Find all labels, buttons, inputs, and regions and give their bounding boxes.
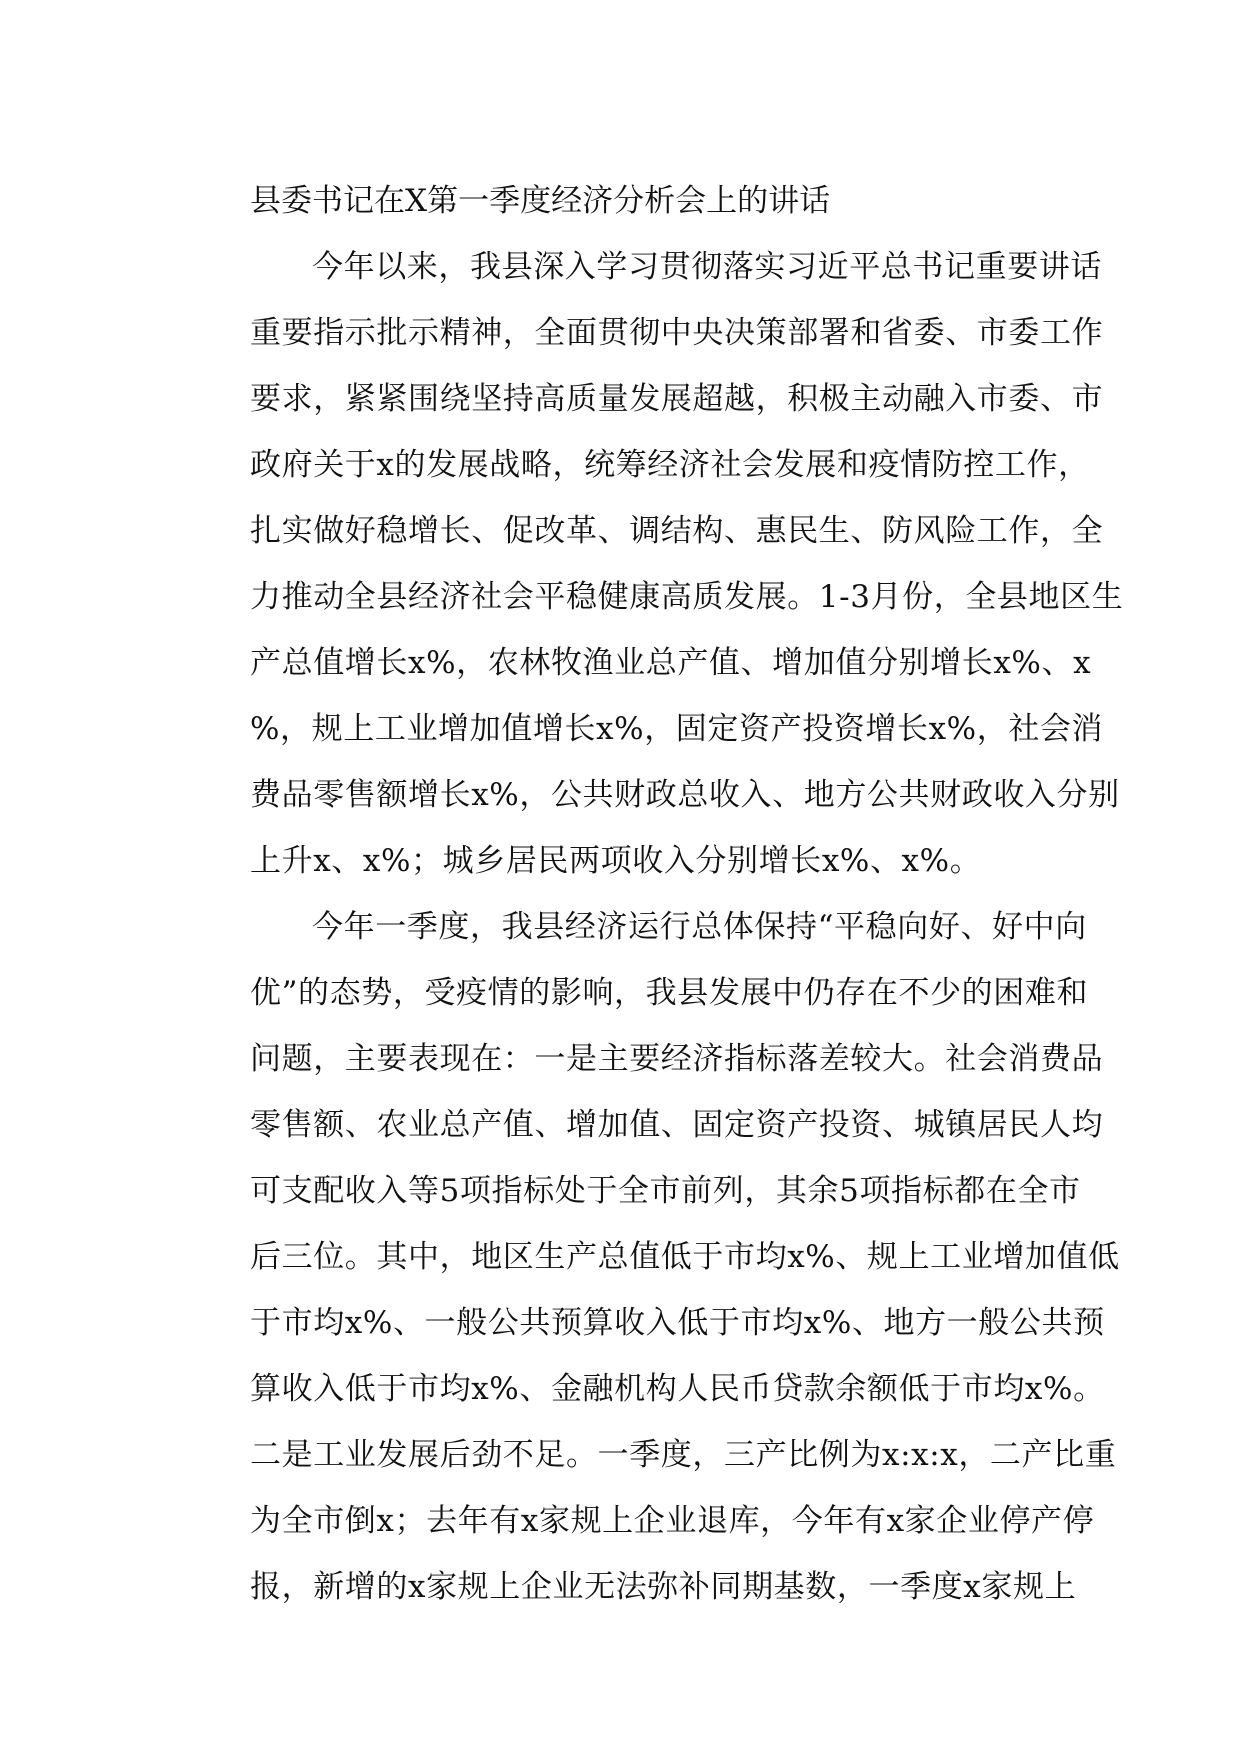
text-line: 于市均x%、一般公共预算收入低于市均x%、地方一般公共预 xyxy=(250,1305,1105,1341)
text-line: 零售额、农业总产值、增加值、固定资产投资、城镇居民人均 xyxy=(250,1107,1104,1143)
text-line: 费品零售额增长x%，公共财政总收入、地方公共财政收入分别 xyxy=(250,777,1120,813)
text-line: 问题，主要表现在：一是主要经济指标落差较大。社会消费品 xyxy=(250,1041,1104,1077)
text-line: 算收入低于市均x%、金融机构人民币贷款余额低于市均x%。 xyxy=(250,1371,1105,1407)
text-line: 上升x、x%；城乡居民两项收入分别增长x%、x%。 xyxy=(250,843,982,879)
paragraph-1 xyxy=(188,234,1124,894)
text-line: 今年以来，我县深入学习贯彻落实习近平总书记重要讲话 xyxy=(312,249,1102,285)
text-line: 为全市倒x；去年有x家规上企业退库，今年有x家企业停产停 xyxy=(250,1503,1095,1539)
text-line: 可支配收入等5项指标处于全市前列，其余5项指标都在全市 xyxy=(250,1173,1081,1209)
text-line: 二是工业发展后劲不足。一季度，三产比例为x:x:x，二产比重 xyxy=(250,1437,1117,1473)
text-line: 政府关于x的发展战略，统筹经济社会发展和疫情防控工作， xyxy=(250,447,1090,483)
text-line: 优”的态势，受疫情的影响，我县发展中仍存在不少的困难和 xyxy=(250,975,1089,1011)
text-line: 重要指示批示精神，全面贯彻中央决策部署和省委、市委工作 xyxy=(250,315,1104,351)
text-line: 产总值增长x%，农林牧渔业总产值、增加值分别增长x%、x xyxy=(250,645,1092,681)
text-line: 要求，紧紧围绕坚持高质量发展超越，积极主动融入市委、市 xyxy=(250,381,1104,417)
document-title: 县委书记在X第一季度经济分析会上的讲话 xyxy=(250,183,831,219)
text-line: %，规上工业增加值增长x%，固定资产投资增长x%，社会消 xyxy=(250,711,1104,747)
text-line: 后三位。其中，地区生产总值低于市均x%、规上工业增加值低 xyxy=(250,1239,1120,1275)
text-line: 今年一季度，我县经济运行总体保持“平稳向好、好中向 xyxy=(312,909,1087,945)
text-line: 力推动全县经济社会平稳健康高质发展。1-3月份，全县地区生 xyxy=(250,579,1124,615)
document-body xyxy=(188,168,1124,1620)
paragraph-2 xyxy=(188,894,1120,1620)
text-line: 扎实做好稳增长、促改革、调结构、惠民生、防风险工作，全 xyxy=(250,513,1104,549)
text-line: 报，新增的x家规上企业无法弥补同期基数，一季度x家规上 xyxy=(250,1569,1077,1605)
